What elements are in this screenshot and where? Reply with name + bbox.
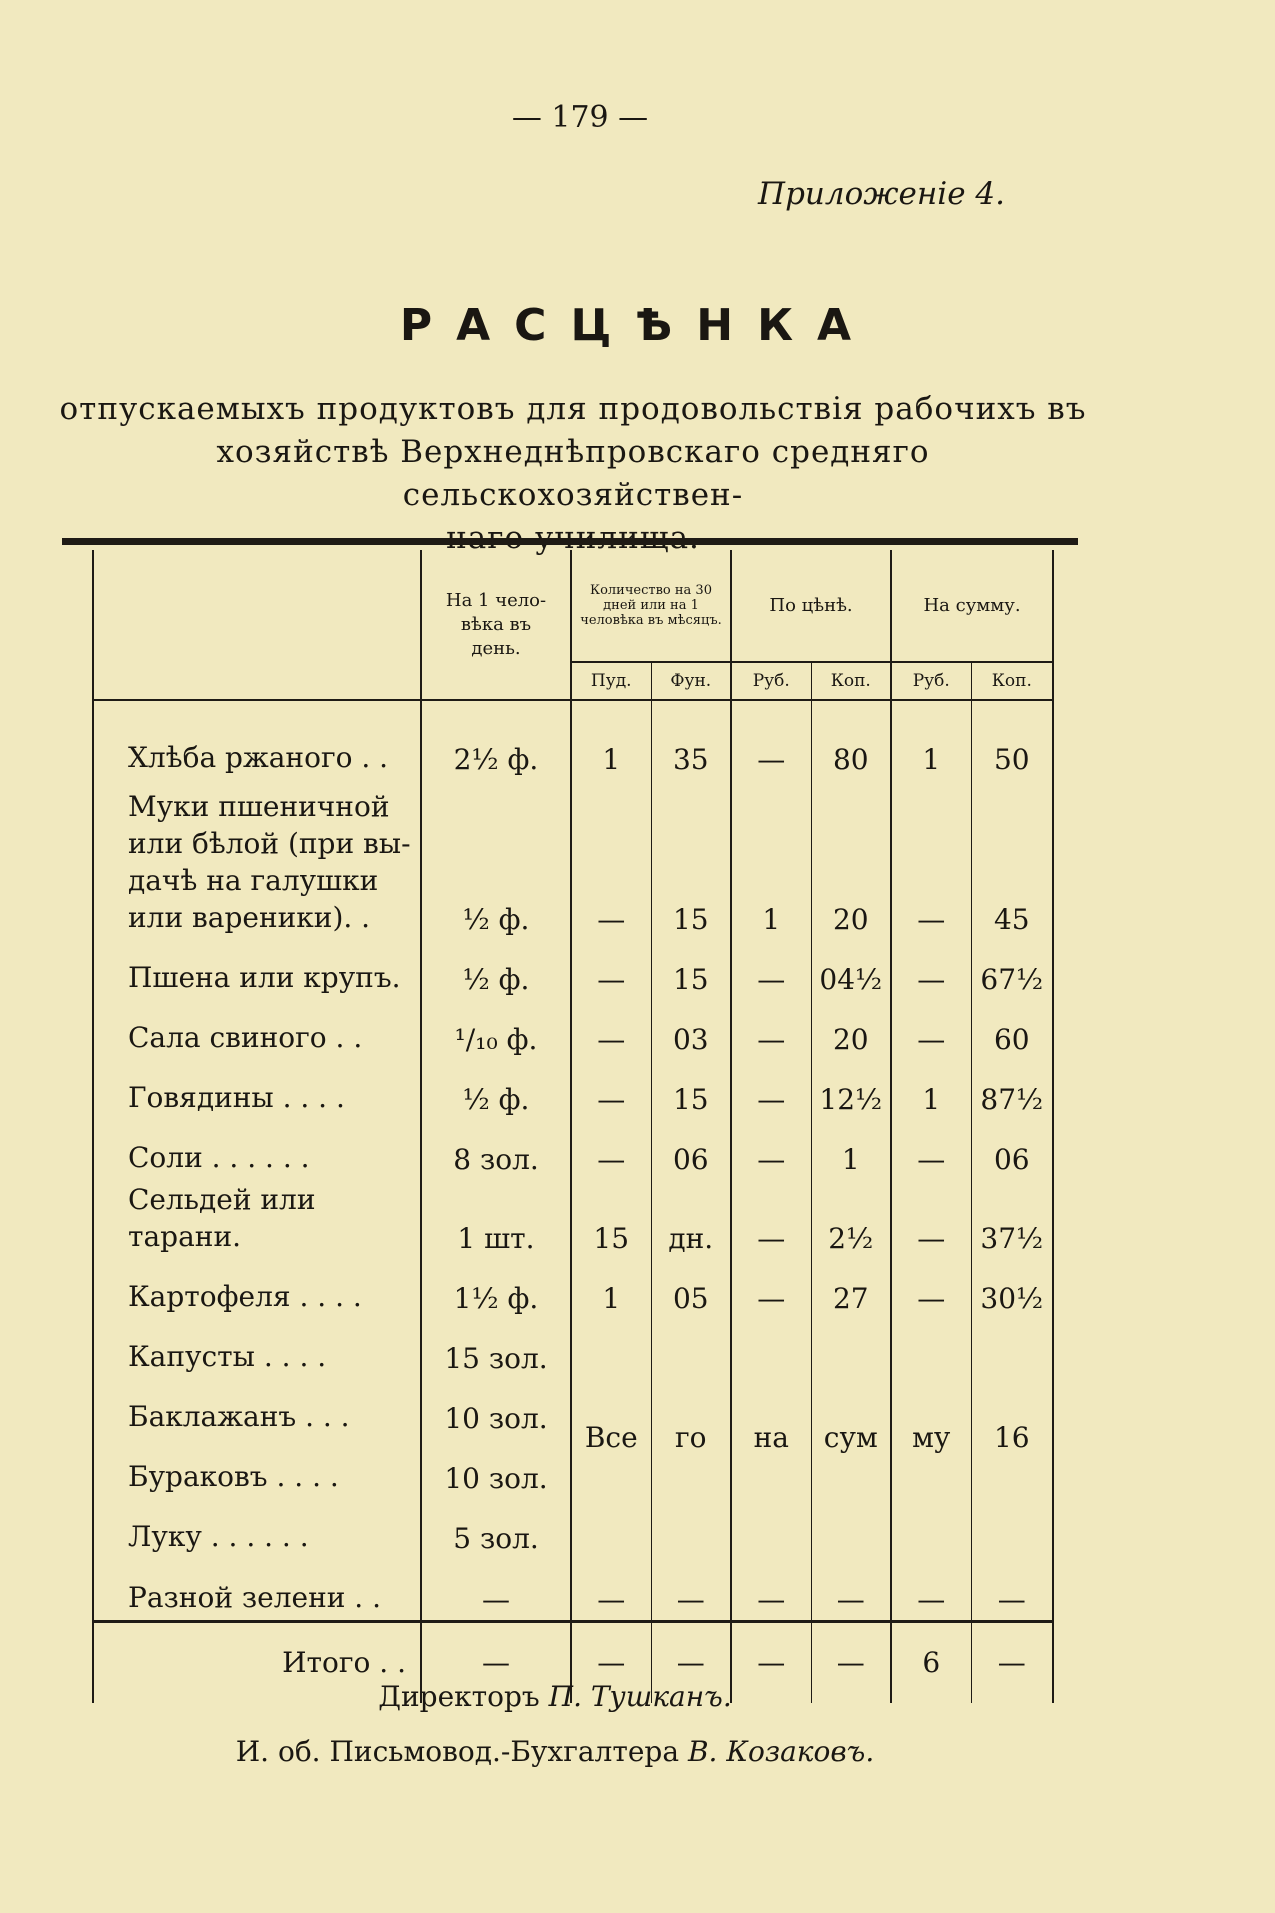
row-name: Бураковъ . . . . [93, 1439, 421, 1499]
table-row [93, 1319, 1053, 1379]
row-price-kop: 20 [811, 1000, 891, 1060]
header-price-rub: Руб. [731, 662, 811, 700]
row-sum-kop: 06 [971, 1120, 1053, 1180]
row-sum-rub: — [891, 1000, 971, 1060]
row-per-day: — [421, 1559, 571, 1621]
table-row [93, 1259, 1053, 1319]
table-row [93, 940, 1053, 1000]
row-sum-kop: — [971, 1559, 1053, 1621]
row-sum-kop: 50 [971, 700, 1053, 780]
table-row [93, 700, 1053, 780]
row-name: Баклажанъ . . . [93, 1379, 421, 1439]
row-pud: — [571, 1060, 651, 1120]
header-sum-rub: Руб. [891, 662, 971, 700]
director-signature [0, 1680, 1110, 1713]
group-sum-kop: 16 [971, 1319, 1053, 1559]
row-per-day: 15 зол. [421, 1319, 571, 1379]
row-per-day: 2½ ф. [421, 700, 571, 780]
row-price-kop: 1 [811, 1120, 891, 1180]
table-row [93, 780, 1053, 940]
row-per-day: ½ ф. [421, 940, 571, 1000]
row-sum-rub: — [891, 1259, 971, 1319]
row-per-day: 5 зол. [421, 1499, 571, 1559]
row-per-day: ½ ф. [421, 780, 571, 940]
header-per-day: На 1 чело- вѣка въ день. [421, 550, 571, 700]
row-sum-rub: — [891, 1180, 971, 1259]
header-product [93, 550, 421, 700]
row-sum-kop: 37½ [971, 1180, 1053, 1259]
row-fun: дн. [651, 1180, 731, 1259]
subtitle-line: хозяйствѣ Верхнеднѣпровскаго средняго сельскохозяйствен- [216, 434, 930, 513]
row-fun: 06 [651, 1120, 731, 1180]
row-per-day: 8 зол. [421, 1120, 571, 1180]
total-price-rub: — [731, 1621, 811, 1703]
row-fun: 15 [651, 1060, 731, 1120]
header-sum: На сумму. [891, 550, 1053, 662]
total-per-day: — [421, 1621, 571, 1703]
row-pud: — [571, 780, 651, 940]
row-name: Соли . . . . . . [93, 1120, 421, 1180]
total-fun: — [651, 1621, 731, 1703]
row-name: Картофеля . . . . [93, 1259, 421, 1319]
row-per-day: 1½ ф. [421, 1259, 571, 1319]
group-price-kop: сум [811, 1319, 891, 1559]
group-pud [571, 1319, 651, 1559]
price-table-container [92, 550, 1052, 1780]
table-row [93, 1180, 1053, 1259]
director-role: Директоръ [378, 1680, 540, 1713]
clerk-signature [0, 1735, 1110, 1768]
clerk-role: И. об. Письмовод.-Бухгалтера [235, 1735, 680, 1768]
row-name: Сельдей или тарани. [93, 1180, 421, 1259]
row-sum-kop: 87½ [971, 1060, 1053, 1120]
group-sum-rub: му [891, 1319, 971, 1559]
row-pud: — [571, 1120, 651, 1180]
table-row [93, 1120, 1053, 1180]
row-fun: 03 [651, 1000, 731, 1060]
row-price-kop: 27 [811, 1259, 891, 1319]
row-pud: — [571, 1559, 651, 1621]
row-sum-rub: 1 [891, 1060, 971, 1120]
clerk-name: В. Козаковъ. [687, 1735, 875, 1768]
row-price-rub: — [731, 1060, 811, 1120]
row-pud: — [571, 940, 651, 1000]
group-value: Все [584, 1421, 638, 1454]
document-subtitle [58, 388, 1088, 560]
row-price-rub: — [731, 1559, 811, 1621]
subtitle-line: отпускаемыхъ продуктовъ для продовольствiя рабочихъ въ [59, 391, 1087, 427]
total-pud: — [571, 1621, 651, 1703]
total-label: Итого . . [93, 1621, 421, 1703]
row-fun: 15 [651, 940, 731, 1000]
header-price: По цѣнѣ. [731, 550, 891, 662]
row-name: Хлѣба ржаного . . [93, 700, 421, 780]
row-name: Капусты . . . . [93, 1319, 421, 1379]
row-fun: 35 [651, 700, 731, 780]
document-title: РАСЦѢНКА [399, 300, 876, 351]
row-price-kop: 04½ [811, 940, 891, 1000]
table-row [93, 1060, 1053, 1120]
row-pud: 1 [571, 700, 651, 780]
table-row [93, 1559, 1053, 1621]
row-sum-rub: — [891, 780, 971, 940]
row-sum-kop: 45 [971, 780, 1053, 940]
row-per-day: 1 шт. [421, 1180, 571, 1259]
group-fun: го [651, 1319, 731, 1559]
appendix-label: Приложенiе 4. [758, 176, 1005, 212]
header-price-kop: Коп. [811, 662, 891, 700]
row-sum-rub: — [891, 1559, 971, 1621]
row-fun: 15 [651, 780, 731, 940]
row-price-kop: 12½ [811, 1060, 891, 1120]
table-top-rule [62, 538, 1078, 545]
page-number: — 179 — [511, 100, 649, 135]
row-pud: 15 [571, 1180, 651, 1259]
row-name: Пшена или крупъ. [93, 940, 421, 1000]
total-sum-rub: 6 [891, 1621, 971, 1703]
header-quantity: Количество на 30 дней или на 1 человѣка въ мѣсяцъ. [571, 550, 731, 662]
row-name: Муки пшеничной или бѣлой (при вы- дачѣ на галушки или вареники). . [93, 780, 421, 940]
header-pud: Пуд. [571, 662, 651, 700]
row-price-rub: — [731, 1000, 811, 1060]
row-sum-rub: — [891, 1120, 971, 1180]
row-sum-kop: 30½ [971, 1259, 1053, 1319]
row-fun: — [651, 1559, 731, 1621]
row-price-kop: 80 [811, 700, 891, 780]
row-name: Сала свиного . . [93, 1000, 421, 1060]
row-per-day: 10 зол. [421, 1439, 571, 1499]
row-price-rub: — [731, 700, 811, 780]
row-name: Луку . . . . . . [93, 1499, 421, 1559]
row-name: Разной зелени . . [93, 1559, 421, 1621]
row-price-rub: — [731, 1180, 811, 1259]
row-sum-rub: — [891, 940, 971, 1000]
total-price-kop: — [811, 1621, 891, 1703]
row-pud: 1 [571, 1259, 651, 1319]
row-price-rub: — [731, 940, 811, 1000]
row-price-rub: — [731, 1259, 811, 1319]
row-fun: 05 [651, 1259, 731, 1319]
row-price-kop: 20 [811, 780, 891, 940]
row-price-rub: 1 [731, 780, 811, 940]
row-per-day: ½ ф. [421, 1060, 571, 1120]
row-price-kop: 2½ [811, 1180, 891, 1259]
row-price-kop: — [811, 1559, 891, 1621]
header-fun: Фун. [651, 662, 731, 700]
group-price-rub: на [731, 1319, 811, 1559]
row-pud: — [571, 1000, 651, 1060]
total-sum-kop: — [971, 1621, 1053, 1703]
row-sum-rub: 1 [891, 700, 971, 780]
row-price-rub: — [731, 1120, 811, 1180]
header-sum-kop: Коп. [971, 662, 1053, 700]
director-name: П. Тушканъ. [548, 1680, 732, 1713]
row-per-day: ¹/₁₀ ф. [421, 1000, 571, 1060]
table-row [93, 1000, 1053, 1060]
row-sum-kop: 60 [971, 1000, 1053, 1060]
row-per-day: 10 зол. [421, 1379, 571, 1439]
row-sum-kop: 67½ [971, 940, 1053, 1000]
row-name: Говядины . . . . [93, 1060, 421, 1120]
price-table [92, 550, 1054, 1703]
